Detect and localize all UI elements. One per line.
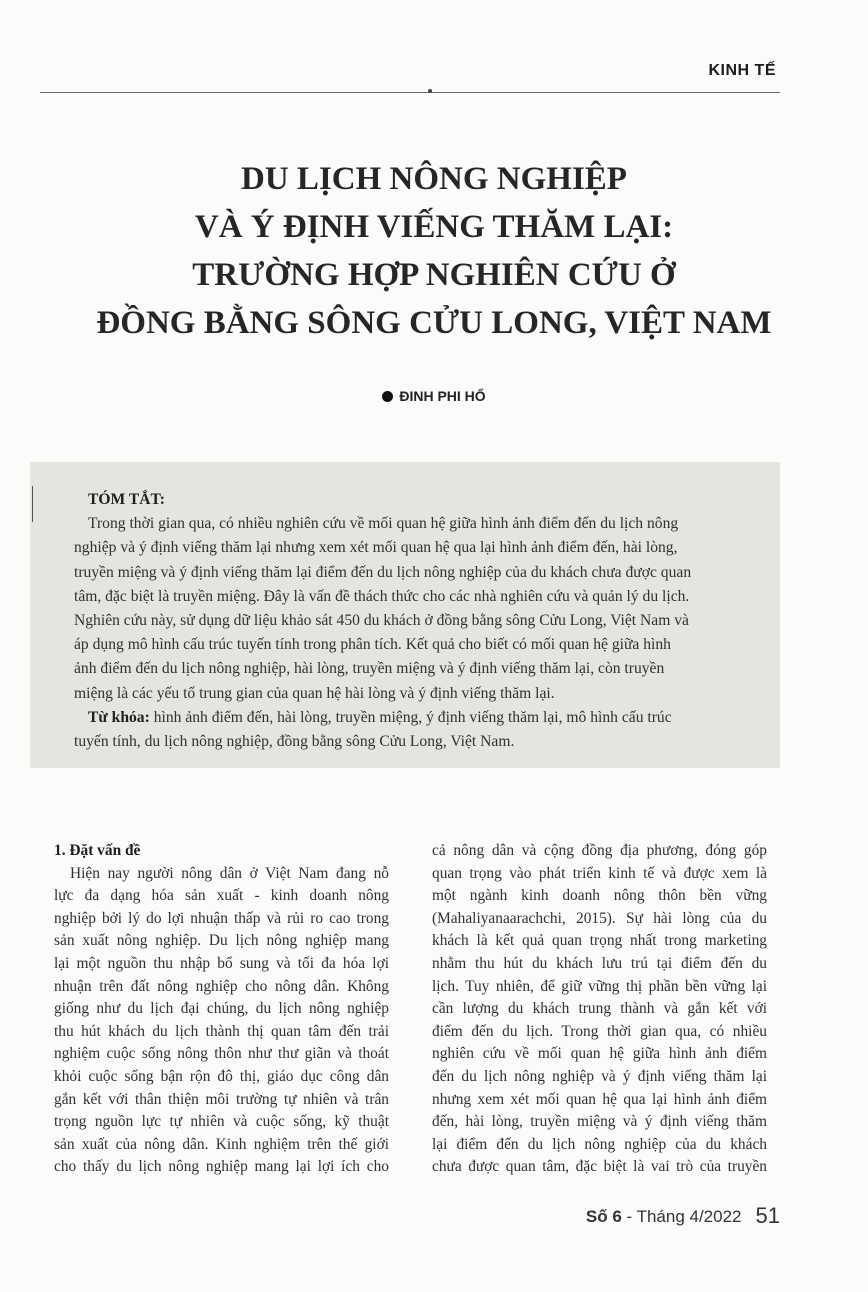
body-line: lại điểm đến du lịch nông nghiệp của du khách: [432, 1135, 767, 1153]
header-rule-dot: [428, 89, 432, 93]
body-line: gắn kết với thân thiện môi trường tự nhiên và trân: [54, 1090, 389, 1108]
body-line: nhằm thu hút du khách lưu trú tại điểm đến du: [432, 954, 767, 972]
article-title: [60, 155, 808, 347]
abstract-line: miệng là các yếu tố trung gian của quan hệ hài lòng và ý định viếng thăm lại.: [74, 684, 555, 702]
abstract-heading: TÓM TẮT:: [88, 491, 165, 508]
title-line-3: TRƯỜNG HỢP NGHIÊN CỨU Ở: [192, 257, 676, 293]
body-line: khỏi cuộc sống bận rộn đô thị, giáo dục công dân: [54, 1067, 389, 1085]
body-line: (Mahaliyanaarachchi, 2015). Sự hài lòng của du: [432, 909, 767, 927]
body-line: trọng nguồn lực tự nhiên và cuộc sống, kỹ thuật: [54, 1113, 389, 1131]
abstract-line: Trong thời gian qua, có nhiều nghiên cứu về mối quan hệ giữa hình ảnh điểm đến du lịch nông: [88, 515, 679, 533]
abstract-line: Nghiên cứu này, sử dụng dữ liệu khảo sát 450 du khách ở đồng bằng sông Cửu Long, Việt Nam và: [74, 612, 689, 630]
body-line: đến, hài lòng, truyền miệng và ý định viếng thăm: [432, 1113, 767, 1131]
body-line: sản xuất của nông dân. Kinh nghiệm trên thế giới: [54, 1135, 389, 1153]
body-line: lịch. Tuy nhiên, để giữ vững thị phần bền vững lại: [432, 977, 767, 995]
keywords-label: Từ khóa:: [88, 708, 150, 726]
keywords-text: hình ảnh điểm đến, hài lòng, truyền miệng, ý định viếng thăm lại, mô hình cấu trúc: [149, 708, 672, 726]
page-number: 51: [755, 1203, 780, 1228]
body-line: Hiện nay người nông dân ở Việt Nam đang nỗ: [70, 864, 389, 882]
body-column-right: [432, 840, 767, 1179]
keywords-line: [74, 706, 774, 730]
body-line: nhưng xem xét mối quan hệ qua lại hình ảnh điểm: [432, 1090, 767, 1108]
margin-mark: [32, 486, 33, 522]
section-heading: 1. Đặt vấn đề: [54, 842, 141, 859]
header-rule: [40, 92, 780, 93]
section-label: KINH TẾ: [708, 62, 776, 79]
abstract-line: áp dụng mô hình cấu trúc tuyến tính trong phân tích. Kết quả cho biết có mối quan hệ giữa hình: [74, 636, 671, 654]
body-line: cần lượng du khách trung thành và gắn kết với: [432, 1000, 767, 1018]
body-line: nhuận trên đất nông nghiệp cho nông dân. Không: [54, 977, 389, 995]
abstract-line: ảnh điểm đến du lịch nông nghiệp, hài lòng, truyền miệng và ý định viếng thăm lại, còn truyền: [74, 660, 665, 678]
page-footer: [586, 1203, 780, 1229]
author-name: ĐINH PHI HỔ: [399, 388, 486, 404]
keywords-line: tuyến tính, du lịch nông nghiệp, đồng bằng sông Cửu Long, Việt Nam.: [74, 733, 515, 751]
issue-number: Số 6: [585, 1207, 622, 1226]
body-line: đến du lịch nông nghiệp và ý định viếng thăm lại: [432, 1067, 767, 1085]
issue-date: - Tháng 4/2022: [621, 1207, 742, 1226]
body-line: nghiên cứu về mối quan hệ giữa hình ảnh điểm: [432, 1045, 767, 1063]
body-line: quan trọng vào phát triển kinh tế và được xem là: [432, 864, 767, 882]
body-line: cả nông dân và cộng đồng địa phương, đóng góp: [432, 842, 767, 859]
body-column-left: [54, 840, 389, 1179]
abstract-line: truyền miệng và ý định viếng thăm lại điểm đến du lịch nông nghiệp của du khách chưa được quan: [74, 563, 692, 581]
author-line: [0, 388, 868, 404]
title-line-2: VÀ Ý ĐỊNH VIẾNG THĂM LẠI:: [194, 209, 674, 245]
bullet-icon: [382, 391, 393, 402]
abstract-content: [74, 488, 774, 754]
body-line: chưa được quan tâm, đặc biệt là vai trò của truyền: [432, 1158, 767, 1176]
body-line: một ngành kinh doanh nông thôn bền vững: [432, 887, 767, 905]
body-line: lại một nguồn thu nhập bổ sung và tối đa hóa lợi: [54, 954, 389, 972]
abstract-line: tâm, đặc biệt là truyền miệng. Đây là vấn đề thách thức cho các nhà nghiên cứu và quản lý du lịch.: [74, 587, 690, 605]
body-line: nghiệm cuộc sống nông thôn như thư giãn và thoát: [54, 1045, 389, 1063]
title-line-1: DU LỊCH NÔNG NGHIỆP: [241, 161, 627, 197]
body-line: nghiệp bởi lý do lợi nhuận thấp và rủi ro cao trong: [54, 909, 389, 927]
body-line: khách là kết quả quan trọng nhất trong marketing: [432, 932, 767, 950]
body-line: lực đa dạng hóa sản xuất - kinh doanh nông: [54, 887, 389, 905]
body-line: thu hút khách du lịch thành thị quan tâm đến trải: [54, 1022, 389, 1040]
body-line: cho thấy du lịch nông nghiệp mang lại lợi ích cho: [54, 1158, 389, 1176]
abstract-box: [30, 462, 780, 768]
body-line: giống như du lịch đại chúng, du lịch nông nghiệp: [54, 1000, 389, 1018]
body-line: sản xuất nông nghiệp. Du lịch nông nghiệp mang: [54, 932, 389, 950]
abstract-line: nghiệp và ý định viếng thăm lại nhưng xem xét mối quan hệ qua lại hình ảnh điểm đến, hài lòng,: [74, 539, 678, 557]
title-line-4: ĐỒNG BẰNG SÔNG CỬU LONG, VIỆT NAM: [96, 305, 772, 341]
body-line: điểm đến du lịch. Trong thời gian qua, có nhiều: [432, 1022, 767, 1040]
